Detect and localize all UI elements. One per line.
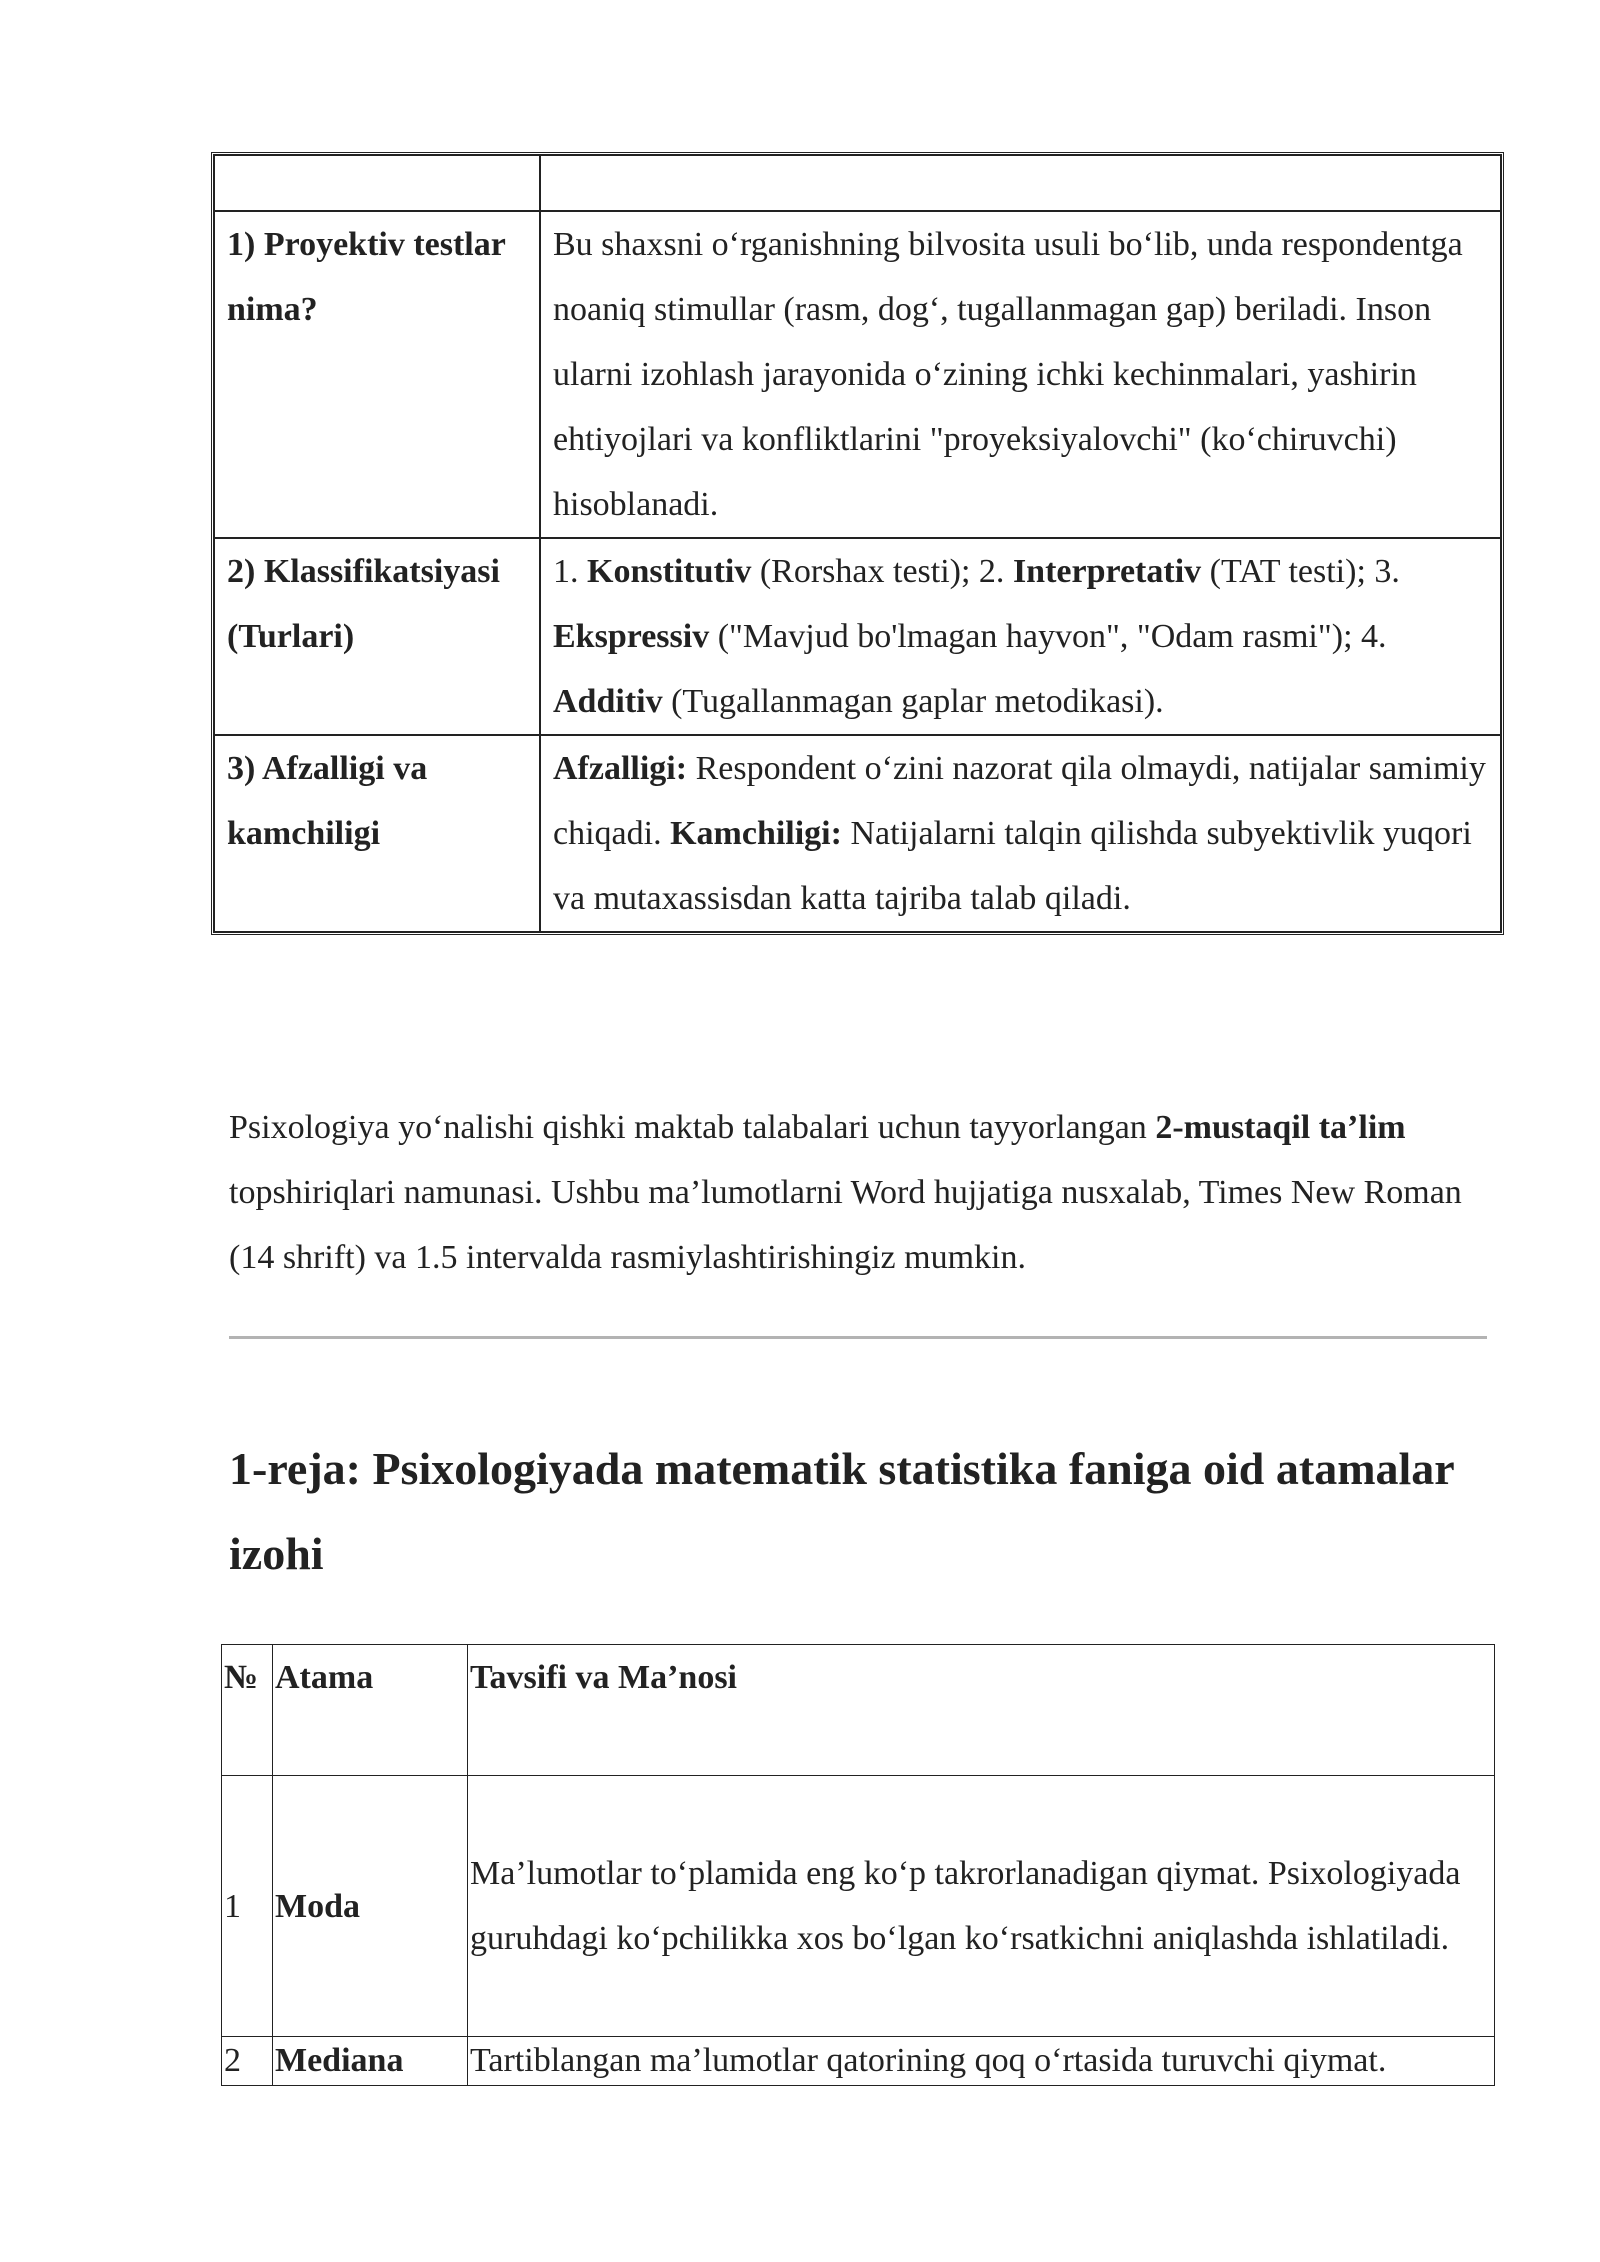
bold-term: Additiv [553,683,663,720]
table-row [222,1776,1495,2037]
section-heading: 1-reja: Psixologiyada matematik statistika faniga oid atamalar izohi [229,1443,1454,1579]
question-cell: 3) Afzalligi va kamchiligi [214,735,540,932]
text-run: (Rorshax testi); 2. [751,553,1013,590]
bold-term: 2-mustaqil ta’lim [1155,1109,1406,1146]
column-header-description: Tavsifi va Ma’nosi [468,1645,1495,1776]
table-row [214,155,1501,211]
answer-cell [540,735,1501,932]
horizontal-divider [229,1336,1487,1339]
text-run: Natijalarni talqin qilishda subyektivlik yuqori va mutaxassisdan katta tajriba talab qiladi. [553,815,1472,917]
table-header-row [222,1645,1495,1776]
row-number: 1 [222,1776,273,2037]
bold-term: Konstitutiv [587,553,752,590]
column-header-number: № [222,1645,273,1776]
table-row [214,538,1501,735]
table-row [222,2037,1495,2086]
question-cell: 2) Klassifikatsiyasi (Turlari) [214,538,540,735]
column-header-term: Atama [273,1645,468,1776]
empty-cell [214,155,540,211]
text-run: ("Mavjud bo'lmagan hayvon", "Odam rasmi"); 4. [709,618,1387,655]
description-cell: Tartiblangan ma’lumotlar qatorining qoq o‘rtasida turuvchi qiymat. [468,2037,1495,2086]
question-cell: 1) Proyektiv testlar nima? [214,211,540,538]
text-run: Psixologiya yo‘nalishi qishki maktab talabalari uchun tayyorlangan [229,1109,1156,1146]
answer-cell: Bu shaxsni o‘rganishning bilvosita usuli bo‘lib, unda respondentga noaniq stimullar (rasm, dog‘, tugallanmagan gap) beriladi. Inson ularni izohlash jarayonida o‘zining ichki kechinmalari, yashirin ehtiyojlari va konfliktlarini "proyeksiyalovchi" (ko‘chiruvchi) hisoblanadi. [540,211,1501,538]
row-number: 2 [222,2037,273,2086]
bold-term: Ekspressiv [553,618,710,655]
text-run: Respondent o‘zini nazorat qila olmaydi, natijalar samimiy chiqadi. [553,750,1486,852]
table-row [214,211,1501,538]
empty-cell [540,155,1501,211]
text-run: topshiriqlari namunasi. Ushbu ma’lumotlarni Word hujjatiga nusxalab, Times New Roman (14 shrift) va 1.5 intervalda rasmiylashtirishingiz mumkin. [229,1174,1462,1276]
intro-paragraph [229,1095,1499,1290]
bold-term: Interpretativ [1012,553,1202,590]
description-cell: Ma’lumotlar to‘plamida eng ko‘p takrorlanadigan qiymat. Psixologiyada guruhdagi ko‘pchilikka xos bo‘lgan ko‘rsatkichni aniqlashda ishlatiladi. [468,1776,1495,2037]
term-cell: Mediana [273,2037,468,2086]
table-row [214,735,1501,932]
bold-term: Afzalligi: [553,750,688,787]
text-run: 1. [553,553,587,590]
answer-cell [540,538,1501,735]
statistics-terms-table [221,1644,1495,2086]
bold-term: Kamchiligi: [670,815,842,852]
projective-tests-table [211,152,1504,935]
text-run: (TAT testi); 3. [1201,553,1400,590]
text-run: (Tugallanmagan gaplar metodikasi). [662,683,1164,720]
term-cell: Moda [273,1776,468,2037]
